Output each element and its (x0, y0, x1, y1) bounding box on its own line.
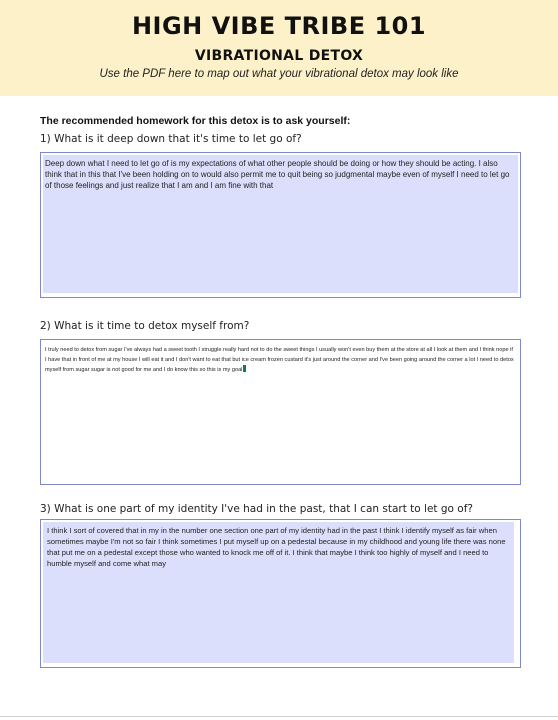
question-2-label: 2) What is it time to detox myself from? (40, 320, 250, 332)
page-bottom-divider (0, 716, 558, 717)
answer-2-text-wrap[interactable] (43, 342, 518, 375)
homework-intro: The recommended homework for this detox is to ask yourself: (40, 115, 351, 127)
answer-2-field-area[interactable] (43, 342, 518, 480)
answer-2-text[interactable]: I truly need to detox from sugar I've always had a sweet tooth I struggle really hard not to do the sweet things I usually won't even buy them at the store at all I look at them and I think nope if I have that in front of me at my house I will eat it and I don't want to eat that but ice cream frozen custard it's just around the corner and I've been going around the corner a lot I need to detox myself from sugar sugar is not good for me and I do know this so this is my goal (45, 347, 514, 373)
instruction-text: Use the PDF here to map out what your vibrational detox may look like (99, 68, 459, 80)
page-subtitle: VIBRATIONAL DETOX (194, 48, 364, 64)
question-3-label: 3) What is one part of my identity I've had in the past, that I can start to let go of? (40, 503, 473, 515)
text-cursor (243, 365, 246, 372)
header-banner (0, 0, 558, 96)
answer-2-field[interactable] (40, 339, 521, 485)
answer-3-field-area[interactable] (43, 522, 514, 663)
answer-1-text[interactable]: Deep down what I need to let go of is my expectations of what other people should be doing or how they should be acting. I also think that in this that I've been holding on to would also permit me to quit being so judgmental maybe even of myself I need to let go of those feelings and just realize that I am and I am fine with that (45, 159, 510, 190)
answer-1-field-area[interactable] (43, 155, 518, 293)
page-title: HIGH VIBE TRIBE 101 (131, 12, 427, 40)
question-1-label: 1) What is it deep down that it's time to let go of? (40, 133, 302, 145)
answer-3-field[interactable] (40, 519, 521, 668)
answer-1-field[interactable] (40, 152, 521, 298)
answer-3-text[interactable]: I think I sort of covered that in my in the number one section one part of my identity had in the past I think I identify myself as fair when sometimes maybe I'm not so fair I think sometimes I put myself up on a pedestal because in my childhood and young life there was none that put me on a pedestal except those who wanted to knock me off of it. I think that maybe I think too highly of myself and I need to humble myself and come what may (47, 526, 506, 568)
